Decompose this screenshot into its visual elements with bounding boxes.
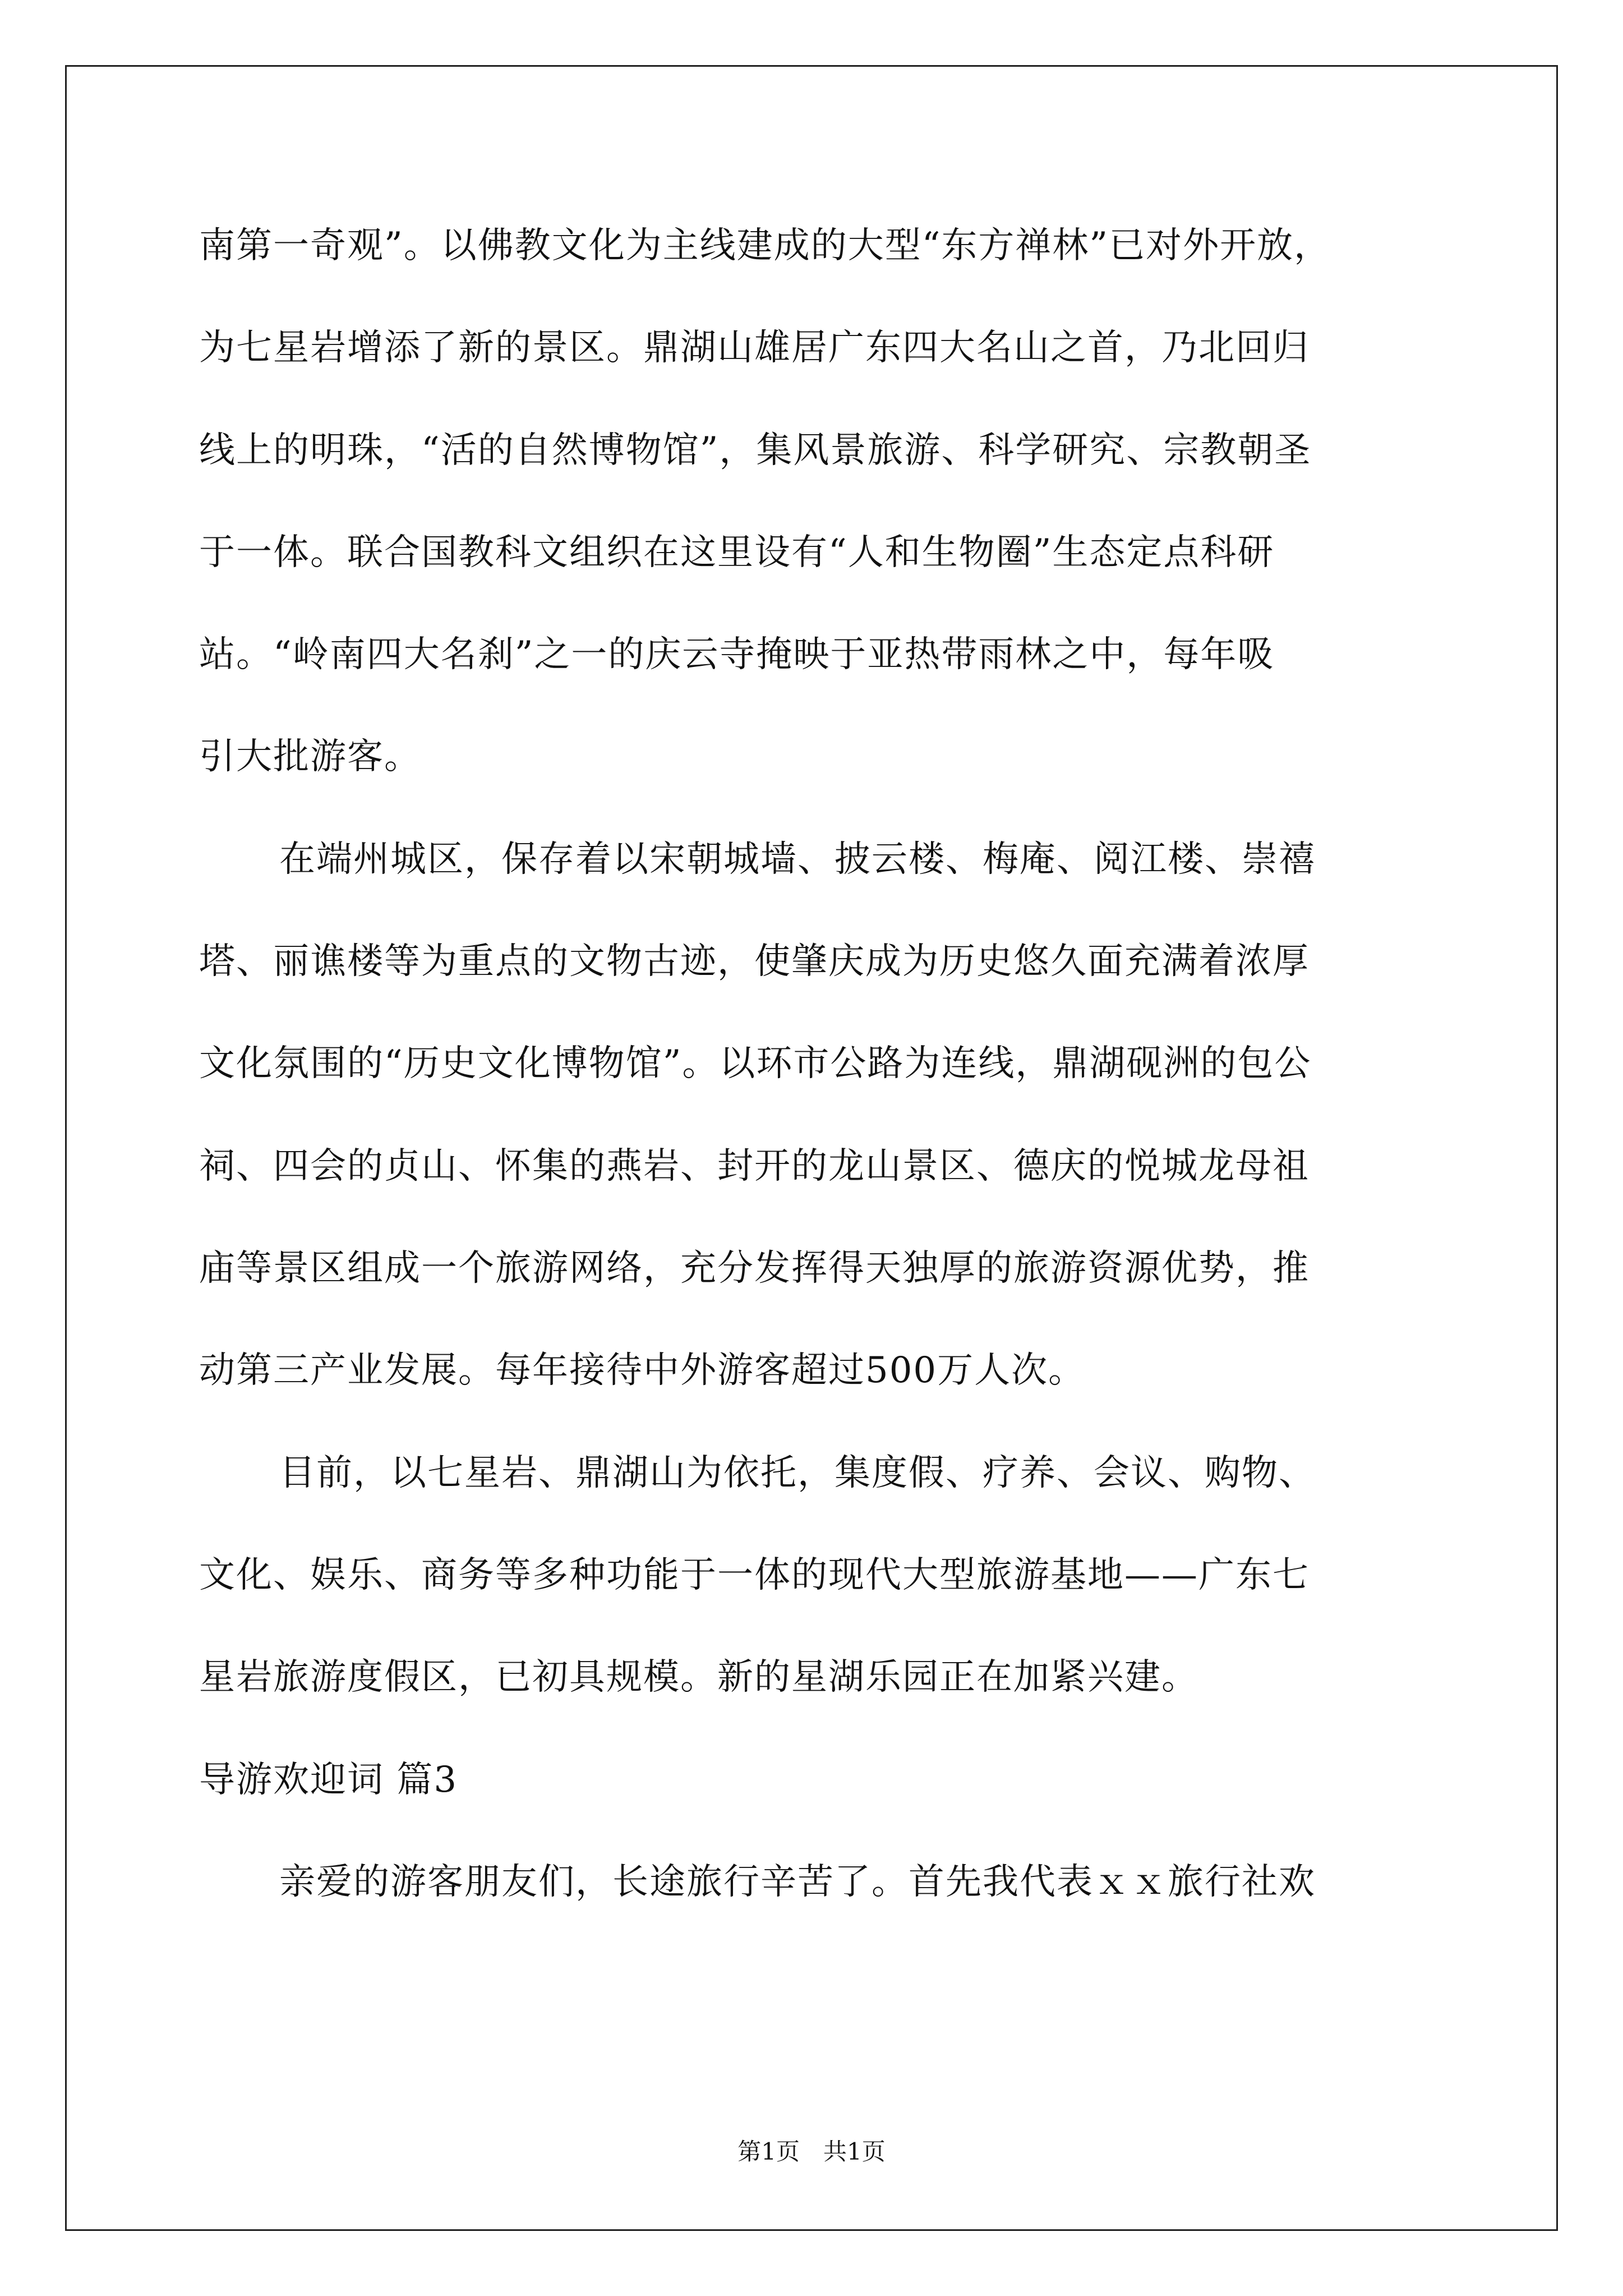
body-line: 星岩旅游度假区，已初具规模。新的星湖乐园正在加紧兴建。 — [199, 1657, 1198, 1698]
page-footer: 第1页 共1页 — [737, 2138, 886, 2165]
paragraph-first-line: 亲爱的游客朋友们，长途旅行辛苦了。首先我代表ｘｘ旅行社欢 — [279, 1861, 1316, 1903]
body-line: 文化氛围的“历史文化博物馆”。以环市公路为连线，鼎湖砚洲的包公 — [199, 1043, 1312, 1084]
paragraph-first-line: 目前，以七星岩、鼎湖山为依托，集度假、疗养、会议、购物、 — [279, 1452, 1316, 1494]
paragraph-first-line: 在端州城区，保存着以宋朝城墙、披云楼、梅庵、阅江楼、崇禧 — [279, 839, 1316, 880]
body-line: 线上的明珠，“活的自然博物馆”，集风景旅游、科学研究、宗教朝圣 — [199, 430, 1312, 471]
body-line: 祠、四会的贞山、怀集的燕岩、封开的龙山景区、德庆的悦城龙母祖 — [199, 1145, 1310, 1187]
body-line: 塔、丽谯楼等为重点的文物古迹，使肇庆成为历史悠久面充满着浓厚 — [199, 941, 1310, 982]
section-heading: 导游欢迎词 篇3 — [199, 1759, 458, 1801]
body-line: 引大批游客。 — [199, 736, 421, 777]
body-line: 站。“岭南四大名刹”之一的庆云寺掩映于亚热带雨林之中，每年吸 — [199, 634, 1275, 675]
body-line: 庙等景区组成一个旅游网络，充分发挥得天独厚的旅游资源优势，推 — [199, 1248, 1310, 1289]
body-line: 南第一奇观”。以佛教文化为主线建成的大型“东方禅林”已对外开放， — [199, 225, 1331, 266]
body-line: 为七星岩增添了新的景区。鼎湖山雄居广东四大名山之首，乃北回归 — [199, 327, 1310, 369]
body-line: 于一体。联合国教科文组织在这里设有“人和生物圈”生态定点科研 — [199, 532, 1275, 573]
body-line: 动第三产业发展。每年接待中外游客超过500万人次。 — [199, 1350, 1086, 1391]
body-line: 文化、娱乐、商务等多种功能于一体的现代大型旅游基地——广东七 — [199, 1554, 1310, 1596]
